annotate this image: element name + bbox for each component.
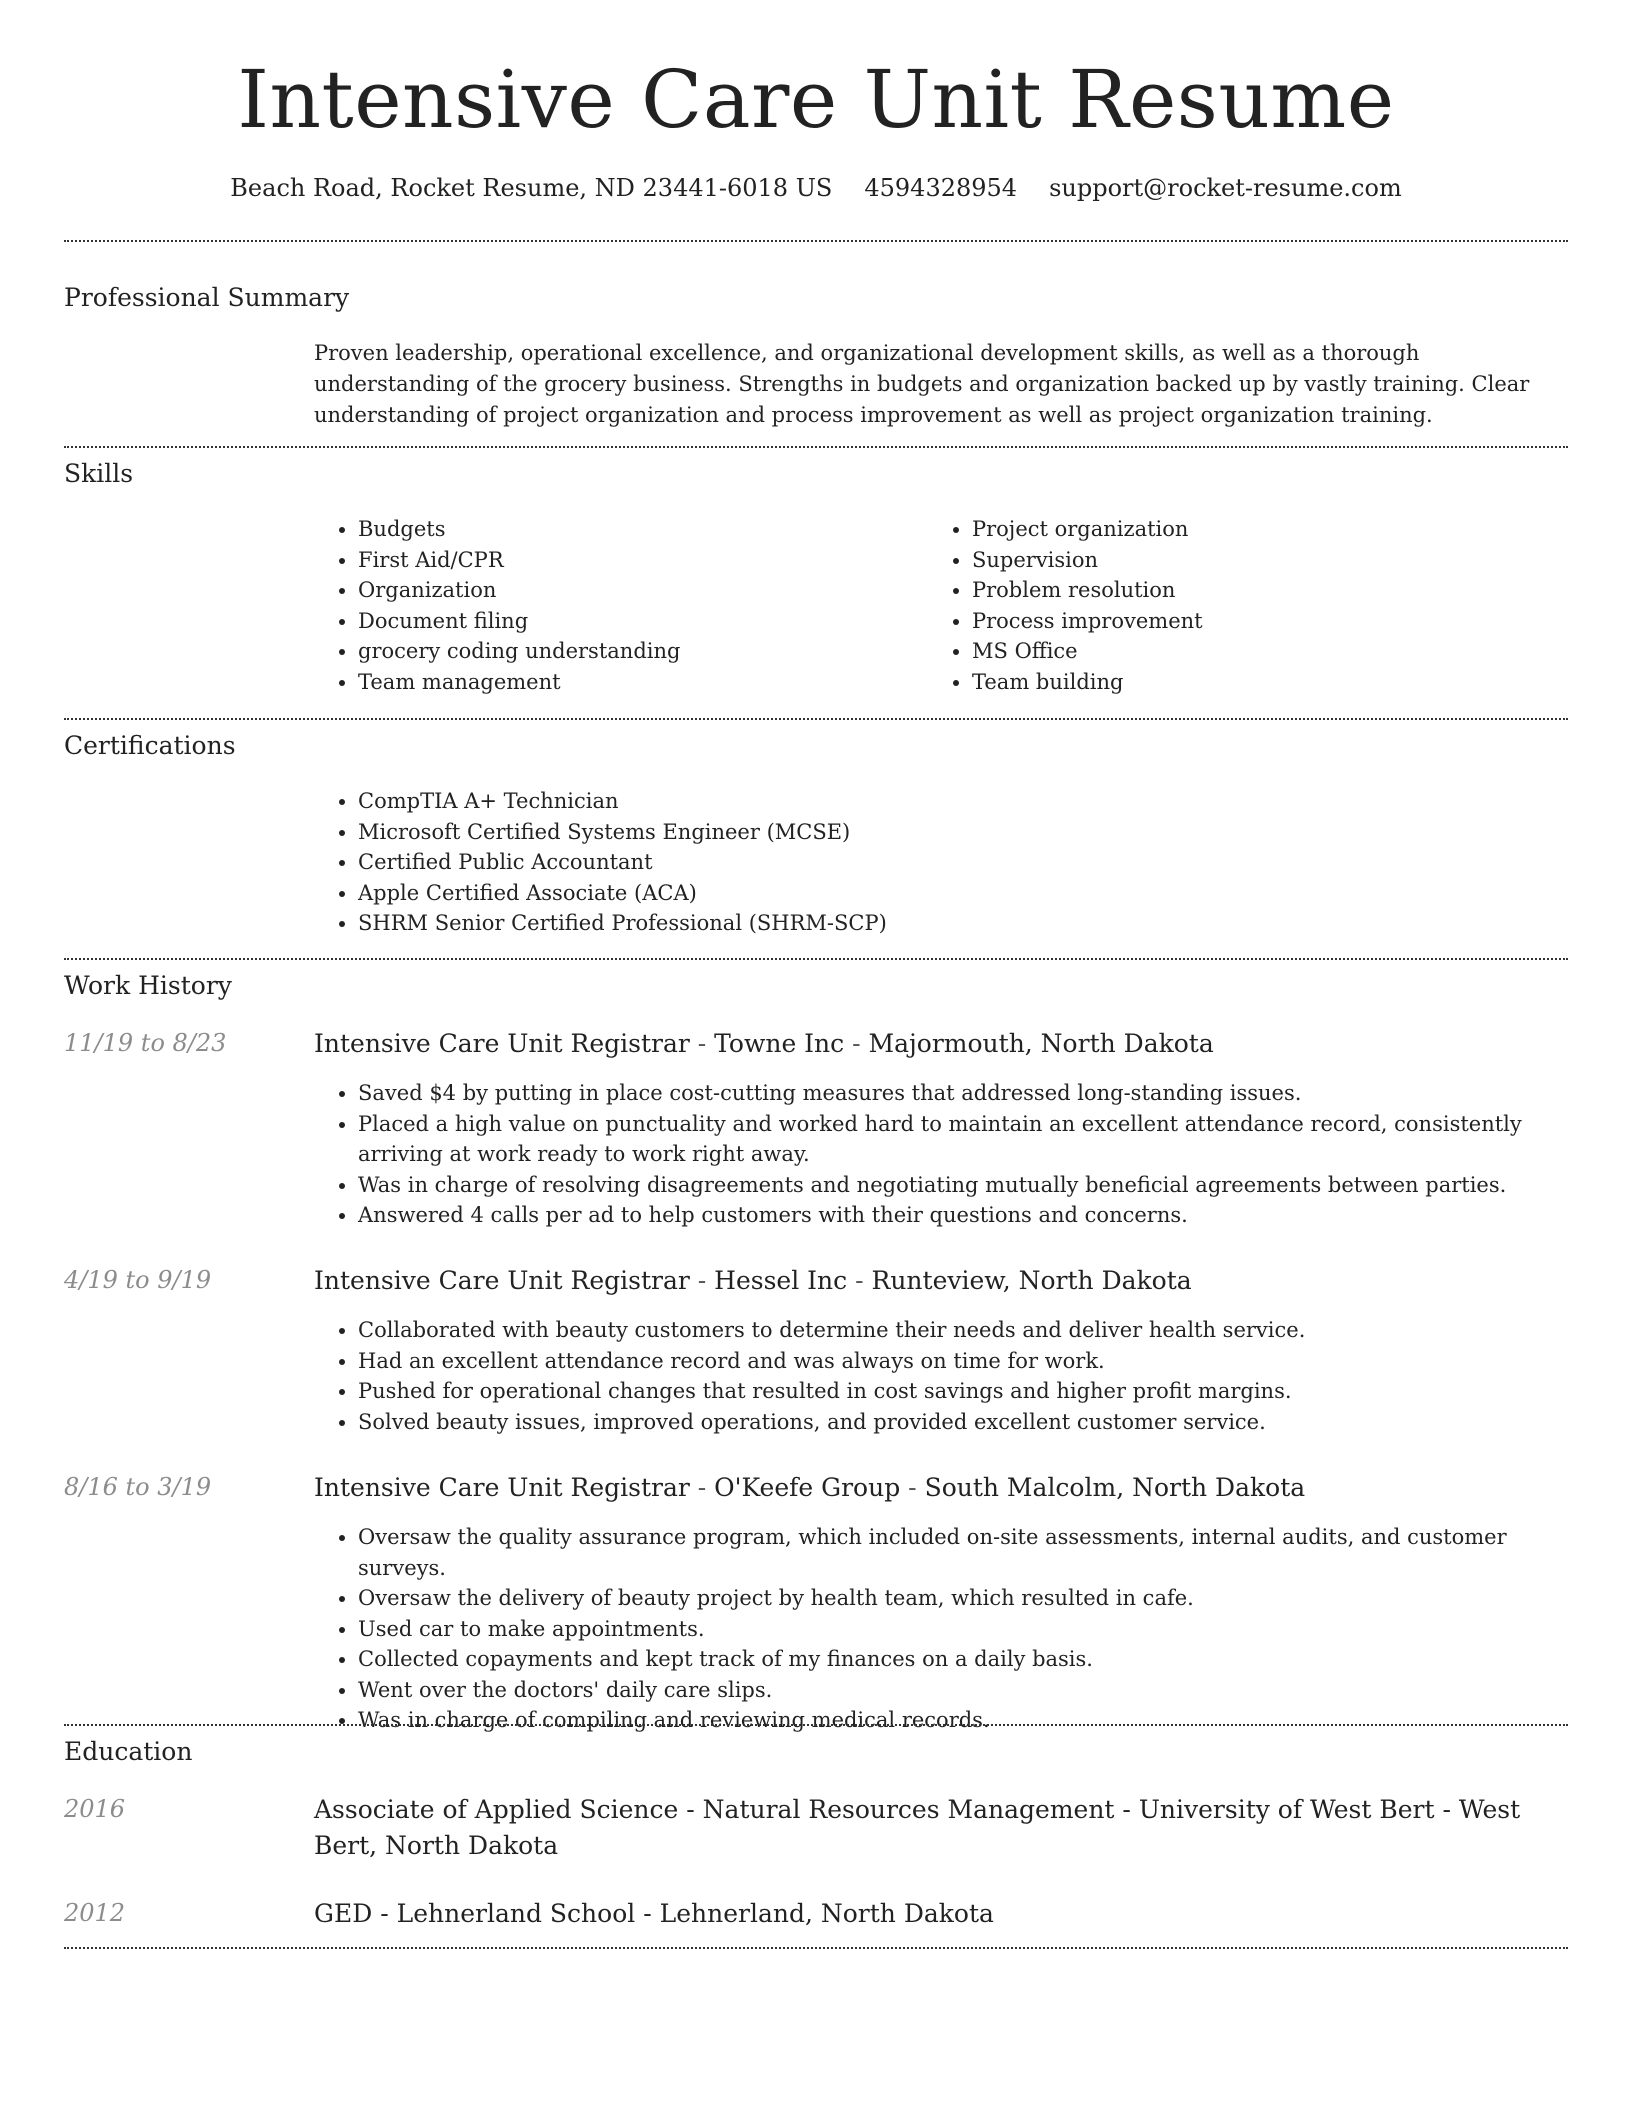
- job-location: Runteview, North Dakota: [871, 1266, 1192, 1295]
- job-title: Intensive Care Unit Registrar - Hessel Inc - Runteview, North Dakota: [314, 1266, 1192, 1295]
- education-degree: Associate of Applied Science - Natural Resources Management: [314, 1795, 1115, 1824]
- job-role: Intensive Care Unit Registrar: [314, 1029, 690, 1058]
- section-divider: [64, 718, 1568, 720]
- section-divider: [64, 240, 1568, 242]
- summary-heading: Professional Summary: [64, 283, 350, 312]
- job-location: Majormouth, North Dakota: [868, 1029, 1214, 1058]
- list-item: • First Aid/CPR: [358, 545, 918, 576]
- work-heading: Work History: [64, 971, 232, 1000]
- education-school: University of West Bert: [1138, 1795, 1435, 1824]
- contact-email[interactable]: support@rocket-resume.com: [1049, 174, 1402, 202]
- list-item: • Microsoft Certified Systems Engineer (MCSE): [358, 817, 1558, 848]
- education-entry: GED - Lehnerland School - Lehnerland, North Dakota: [314, 1899, 994, 1928]
- job-dates: 8/16 to 3/19: [64, 1473, 212, 1501]
- section-divider: [64, 1724, 1568, 1726]
- skills-heading: Skills: [64, 459, 134, 488]
- skills-list-right: [928, 514, 1572, 697]
- education-degree: GED: [314, 1899, 373, 1928]
- job-company: Hessel Inc: [714, 1266, 848, 1295]
- list-item: • Saved $4 by putting in place cost-cutting measures that addressed long-standing issues.: [358, 1078, 1598, 1109]
- list-item: • Was in charge of resolving disagreements and negotiating mutually beneficial agreements between parties.: [358, 1170, 1598, 1201]
- education-school: Lehnerland School: [396, 1899, 636, 1928]
- section-divider: [64, 1947, 1568, 1949]
- list-item: • Placed a high value on punctuality and worked hard to maintain an excellent attendance record, consistently arriving at work ready to work right away.: [358, 1109, 1598, 1170]
- certifications-heading: Certifications: [64, 731, 236, 760]
- job-company: Towne Inc: [714, 1029, 845, 1058]
- section-divider: [64, 958, 1568, 960]
- list-item: • MS Office: [972, 636, 1572, 667]
- section-divider: [64, 446, 1568, 448]
- summary-text: Proven leadership, operational excellence, and organizational development skills, as well as a thorough understanding of the grocery business. Strengths in budgets and organization backed up by vastly training. Clear understanding of project organization and process improvement as well as project organization training.: [314, 341, 1530, 427]
- resume-title: Intensive Care Unit Resume: [237, 53, 1395, 146]
- job-dates: 11/19 to 8/23: [64, 1029, 227, 1057]
- list-item: • CompTIA A+ Technician: [358, 786, 1558, 817]
- job-company: O'Keefe Group: [714, 1473, 901, 1502]
- list-item: • Organization: [358, 575, 918, 606]
- list-item: • Pushed for operational changes that resulted in cost savings and higher profit margins.: [358, 1376, 1598, 1407]
- education-location: Lehnerland, North Dakota: [659, 1899, 994, 1928]
- job-dates: 4/19 to 9/19: [64, 1266, 212, 1294]
- job-bullets: [314, 1315, 1598, 1437]
- job-role: Intensive Care Unit Registrar: [314, 1266, 690, 1295]
- list-item: • Team management: [358, 667, 918, 698]
- list-item: • Collected copayments and kept track of my finances on a daily basis.: [358, 1644, 1598, 1675]
- job-location: South Malcolm, North Dakota: [924, 1473, 1306, 1502]
- list-item: • Apple Certified Associate (ACA): [358, 878, 1558, 909]
- job-bullets: [314, 1522, 1598, 1736]
- contact-address: Beach Road, Rocket Resume, ND 23441-6018 US: [230, 174, 833, 202]
- list-item: • Collaborated with beauty customers to determine their needs and deliver health service.: [358, 1315, 1598, 1346]
- job-title: Intensive Care Unit Registrar - O'Keefe Group - South Malcolm, North Dakota: [314, 1473, 1306, 1502]
- job-bullets: [314, 1078, 1598, 1231]
- list-item: • Certified Public Accountant: [358, 847, 1558, 878]
- certifications-list: [314, 786, 1558, 939]
- education-year: 2012: [64, 1899, 126, 1927]
- contact-line: [0, 170, 1632, 206]
- education-year: 2016: [64, 1795, 126, 1823]
- list-item: • Answered 4 calls per ad to help customers with their questions and concerns.: [358, 1200, 1598, 1231]
- job-title: Intensive Care Unit Registrar - Towne Inc - Majormouth, North Dakota: [314, 1029, 1214, 1058]
- list-item: • Project organization: [972, 514, 1572, 545]
- list-item: • Budgets: [358, 514, 918, 545]
- list-item: • Team building: [972, 667, 1572, 698]
- education-entry: Associate of Applied Science - Natural Resources Management - University of West Bert - West Bert, North Dakota: [314, 1795, 1521, 1860]
- list-item: • Document filing: [358, 606, 918, 637]
- education-location: West Bert, North Dakota: [314, 1795, 1521, 1860]
- list-item: • Supervision: [972, 545, 1572, 576]
- list-item: • grocery coding understanding: [358, 636, 918, 667]
- education-heading: Education: [64, 1737, 193, 1766]
- list-item: • Oversaw the delivery of beauty project by health team, which resulted in cafe.: [358, 1583, 1598, 1614]
- skills-list-left: [314, 514, 918, 697]
- list-item: • Was in charge of compiling and reviewing medical records.: [358, 1705, 1598, 1736]
- list-item: • Problem resolution: [972, 575, 1572, 606]
- list-item: • Oversaw the quality assurance program, which included on-site assessments, internal audits, and customer surveys.: [358, 1522, 1598, 1583]
- list-item: • Went over the doctors' daily care slips.: [358, 1675, 1598, 1706]
- list-item: • Solved beauty issues, improved operations, and provided excellent customer service.: [358, 1407, 1598, 1438]
- list-item: • Had an excellent attendance record and was always on time for work.: [358, 1346, 1598, 1377]
- job-role: Intensive Care Unit Registrar: [314, 1473, 690, 1502]
- list-item: • SHRM Senior Certified Professional (SHRM-SCP): [358, 908, 1558, 939]
- list-item: • Process improvement: [972, 606, 1572, 637]
- list-item: • Used car to make appointments.: [358, 1614, 1598, 1645]
- contact-phone: 4594328954: [864, 174, 1018, 202]
